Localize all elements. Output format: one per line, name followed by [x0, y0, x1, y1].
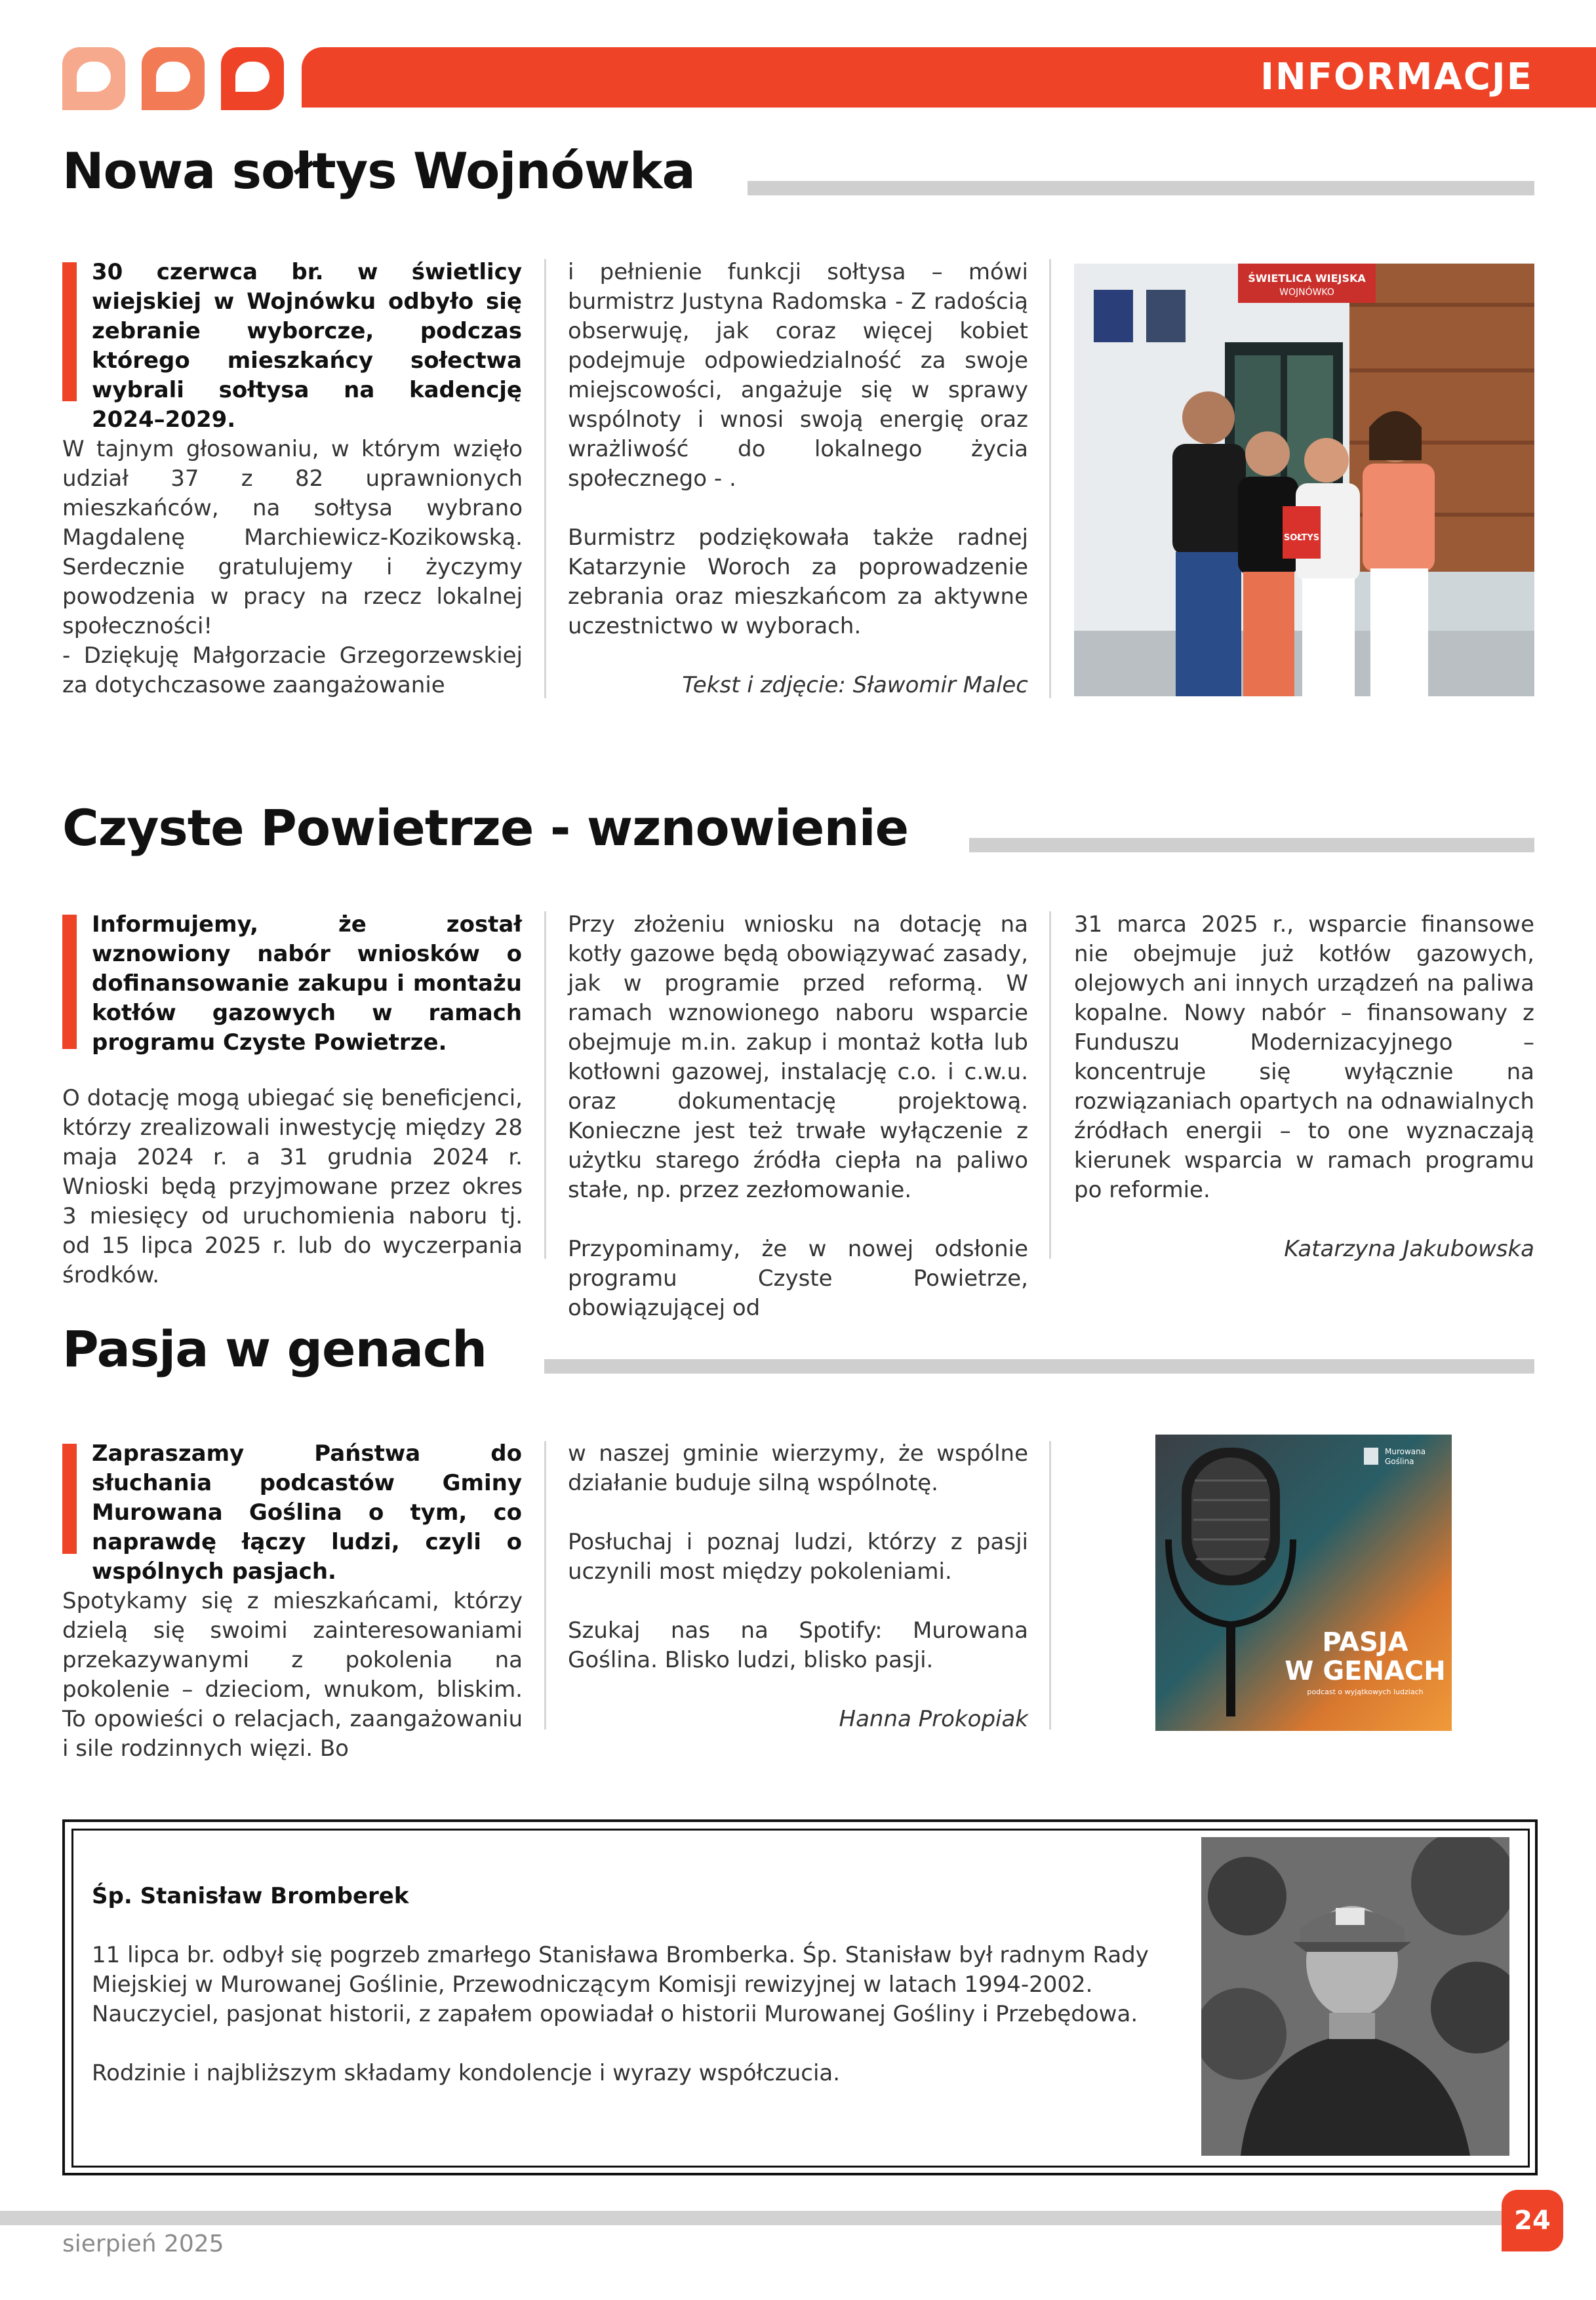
- photo-card-text: SOŁTYS: [1283, 533, 1320, 543]
- article1-column-1b: [62, 435, 523, 641]
- photo-sign-text-2: WOJNÓWKO: [1279, 287, 1334, 298]
- article3-column-1b: [62, 1587, 523, 1764]
- article3-column-divider-2: [1049, 1441, 1051, 1730]
- article3-lead-bar: [62, 1444, 77, 1554]
- header-bubble-icon-1: [62, 47, 125, 110]
- obituary-portrait: [1201, 1837, 1509, 2156]
- obituary-text-block: [92, 1882, 1180, 2088]
- header-bubble-icon-3: [221, 47, 284, 110]
- article2-title-rule: [969, 838, 1534, 852]
- header-bar: [302, 47, 1596, 108]
- podcast-cover: [1155, 1435, 1452, 1731]
- article1-lead-bar: [62, 262, 77, 401]
- footer-date: sierpień 2025: [62, 2231, 224, 2257]
- article1-paragraph-1: W tajnym głosowaniu, w którym wzięło udział 37 z 82 uprawnionych mieszkańców, na sołtysa wybrano Magdalenę Marchiewicz-Kozikowską. Serdecznie gratulujemy i życzymy powodzenia w pracy na rzecz lokalnej społeczności!: [62, 436, 523, 639]
- article3-paragraph-2: Posłuchaj i poznaj ludzi, którzy z pasji uczynili most między pokoleniami.: [568, 1529, 1028, 1585]
- article2-column-divider-2: [1049, 911, 1051, 1259]
- article1-paragraph-3: Burmistrz podziękowała także radnej Katarzynie Woroch za poprowadzenie zebrania oraz mieszkańcom za aktywne uczestnictwo w wyborach.: [568, 525, 1028, 639]
- article3-paragraph-1-cont: w naszej gminie wierzymy, że wspólne działanie buduje silną wspólnotę.: [568, 1440, 1028, 1496]
- article2-lead-bar: [62, 915, 77, 1049]
- obituary-name: Śp. Stanisław Bromberek: [92, 1883, 409, 1909]
- podcast-brand-line-2: Goślina: [1385, 1457, 1414, 1466]
- footer-bar: [0, 2211, 1502, 2225]
- article1-column-divider-2: [1049, 259, 1051, 698]
- obituary-condolences: Rodzinie i najbliższym składamy kondolencje i wyrazy współczucia.: [92, 2060, 841, 2086]
- section-label: INFORMACJE: [1260, 56, 1533, 98]
- article3-paragraph-3: Szukaj nas na Spotify: Murowana Goślina. Blisko ludzi, blisko pasji.: [568, 1617, 1028, 1673]
- header-bubble-icon-2: [142, 47, 205, 110]
- podcast-brand-logo-icon: [1364, 1448, 1378, 1465]
- podcast-title-line-2: W GENACH: [1285, 1656, 1446, 1686]
- article2-column-2: [568, 910, 1028, 1323]
- podcast-brand-line-1: Murowana: [1385, 1447, 1426, 1456]
- obituary-text: 11 lipca br. odbył się pogrzeb zmarłego Stanisława Bromberka. Śp. Stanisław był radnym Rady Miejskiej w Murowanej Goślinie, Przewodniczącym Komisji rewizyjnej w latach 1994-2002. Nauczyciel, pasjonat historii, z zapałem opowiadał o historii Murowanej Gośliny i Przebędowa.: [92, 1942, 1149, 2027]
- article2-column-3: [1074, 910, 1534, 1264]
- article3-column-1: [92, 1439, 522, 1587]
- article1-column-1: [92, 258, 522, 435]
- article1-title: Nowa sołtys Wojnówka: [62, 142, 695, 200]
- photo-sign-text-1: ŚWIETLICA WIEJSKA: [1248, 272, 1366, 285]
- article1-paragraph-2-start: - Dziękuję Małgorzacie Grzegorzewskiej za dotychczasowe zaangażowanie: [62, 643, 523, 698]
- article2-column-1b: [62, 1084, 523, 1290]
- article3-column-2: [568, 1439, 1028, 1734]
- podcast-title-line-1: PASJA: [1322, 1627, 1408, 1657]
- article3-title: Pasja w genach: [62, 1320, 487, 1378]
- article3-title-rule: [544, 1359, 1534, 1374]
- article3-signature: Hanna Prokopiak: [839, 1706, 1028, 1732]
- article2-paragraph-3-start: Przypominamy, że w nowej odsłonie programu Czyste Powietrze, obowiązującej od: [568, 1236, 1028, 1321]
- article1-column-divider-1: [544, 259, 546, 698]
- podcast-subtitle: podcast o wyjątkowych ludziach: [1307, 1688, 1424, 1696]
- article3-paragraph-1-start: Spotykamy się z mieszkańcami, którzy dzielą się swoimi zainteresowaniami przekazywanymi z pokolenia na pokolenie – dzieciom, wnukom, bliskim. To opowieści o relacjach, zaangażowaniu i sile rodzinnych więzi. Bo: [62, 1588, 523, 1762]
- article3-column-divider-1: [544, 1441, 546, 1730]
- article2-paragraph-2: Przy złożeniu wniosku na dotację na kotły gazowe będą obowiązywać zasady, jak w programie przed reformą. W ramach wznowionego naboru wsparcie obejmuje m.in. zakup i montaż kotła lub kotłowni gazowej, instalację c.o. i c.w.u. oraz dokumentację projektową. Konieczne jest też trwałe wyłączenie z użytku starego źródła ciepła na paliwo stałe, np. przez zezłomowanie.: [568, 911, 1028, 1203]
- article1-column-2: [568, 258, 1028, 700]
- article2-column-1: [92, 910, 522, 1058]
- article3-lead: Zapraszamy Państwa do słuchania podcastów Gminy Murowana Goślina o tym, co naprawdę łączy ludzi, czyli o wspólnych pasjach.: [92, 1440, 522, 1585]
- article1-photo: [1074, 264, 1534, 696]
- article2-lead: Informujemy, że został wznowiony nabór wniosków o dofinansowanie zakupu i montażu kotłów gazowych w ramach programu Czyste Powietrze.: [92, 911, 522, 1056]
- article1-column-1c: [62, 641, 523, 700]
- page-number-badge: 24: [1502, 2190, 1563, 2251]
- article2-column-divider-1: [544, 911, 546, 1259]
- article1-paragraph-2-cont: i pełnienie funkcji sołtysa – mówi burmistrz Justyna Radomska - Z radością obserwuję, jak coraz więcej kobiet podejmuje odpowiedzialność za swoje miejscowości, angażuje się w sprawy wspólnoty i wnosi swoją energię oraz wrażliwość do lokalnego życia społecznego - .: [568, 259, 1028, 492]
- article2-paragraph-3-cont: 31 marca 2025 r., wsparcie finansowe nie obejmuje już kotłów gazowych, olejowych ani innych urządzeń na paliwa kopalne. Nowy nabór – finansowany z Funduszu Modernizacyjnego – koncentruje się wyłącznie na rozwiązaniach opartych na odnawialnych źródłach energii – to one wyznaczają kierunek wsparcia w ramach programu po reformie.: [1074, 911, 1534, 1203]
- article1-title-rule: [748, 181, 1534, 195]
- article2-title: Czyste Powietrze - wznowienie: [62, 799, 909, 857]
- article2-signature: Katarzyna Jakubowska: [1284, 1236, 1534, 1262]
- article1-signature: Tekst i zdjęcie: Sławomir Malec: [682, 672, 1028, 698]
- article2-paragraph-1: O dotację mogą ubiegać się beneficjenci, którzy zrealizowali inwestycję między 28 maja 2024 r. a 31 grudnia 2024 r. Wnioski będą przyjmowane przez okres 3 miesięcy od uruchomienia naboru tj. od 15 lipca 2025 r. lub do wyczerpania środków.: [62, 1085, 523, 1288]
- article1-lead: 30 czerwca br. w świetlicy wiejskiej w Wojnówku odbyło się zebranie wyborcze, podczas którego mieszkańcy sołectwa wybrali sołtysa na kadencję 2024–2029.: [92, 259, 522, 433]
